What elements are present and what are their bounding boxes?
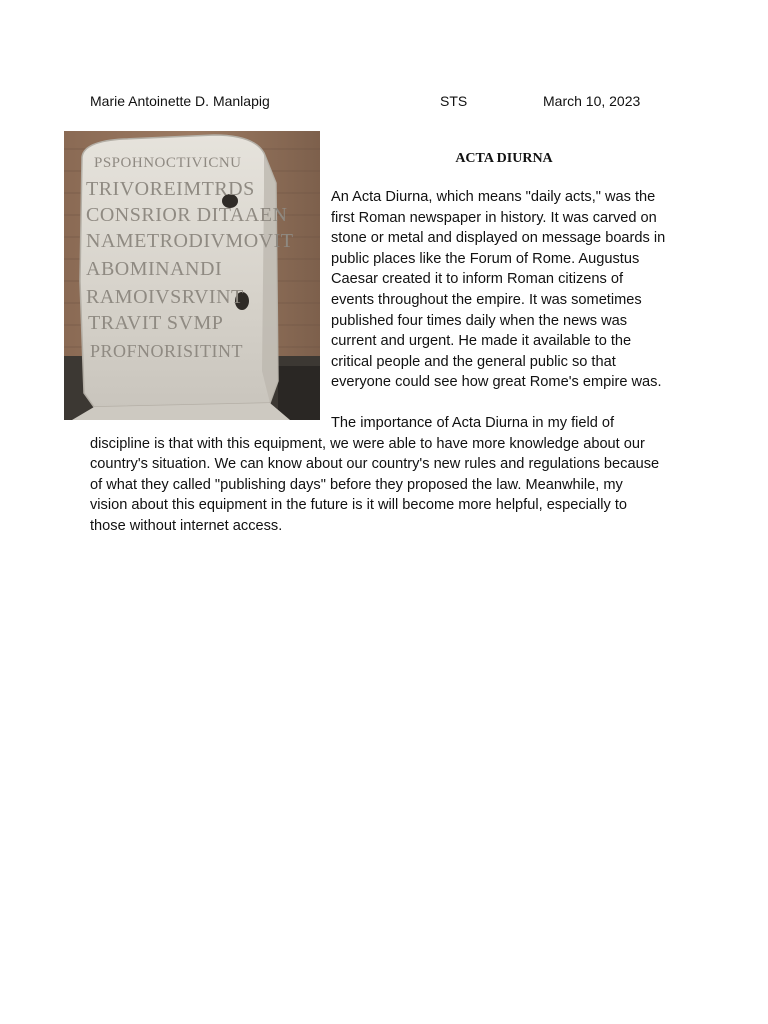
text-line: of what they called "publishing days" before they proposed the law. Meanwhile, my bbox=[90, 476, 623, 493]
inscription-line: PROFNORISITINT bbox=[90, 341, 244, 361]
text-line: The importance of Acta Diurna in my field of bbox=[331, 415, 615, 431]
text-line: everyone could see how great Rome's empire was. bbox=[331, 374, 662, 391]
inscription-line: CONSRIOR DITAAEN bbox=[86, 204, 288, 226]
text-line: Caesar created it to inform Roman citizens of bbox=[331, 271, 623, 288]
inscription-line: TRAVIT SVMP bbox=[88, 312, 224, 334]
text-line: those without internet access. bbox=[90, 517, 283, 534]
acta-diurna-stone-photo bbox=[64, 131, 320, 420]
text-line: public places like the Forum of Rome. Augustus bbox=[331, 250, 640, 267]
text-line: An Acta Diurna, which means "daily acts," was the bbox=[331, 189, 656, 205]
text-line: discipline is that with this equipment, we were able to have more knowledge about our bbox=[90, 435, 645, 452]
inscription-line: RAMOIVSRVINT bbox=[86, 286, 244, 308]
text-line: stone or metal and displayed on message boards in bbox=[331, 230, 666, 247]
text-line: country's situation. We can know about our country's new rules and regulations because bbox=[90, 456, 660, 473]
inscription-line: PSPOHNOCTIVICNU bbox=[94, 155, 242, 171]
subject: STS bbox=[440, 93, 468, 109]
inscription-line: NAMETRODIVMOVIT bbox=[86, 230, 294, 252]
inscription-line: ABOMINANDI bbox=[86, 258, 223, 280]
paragraph-2-first-line bbox=[331, 413, 681, 434]
text-line: current and urgent. He made it available to the bbox=[331, 333, 632, 350]
paragraph-1 bbox=[331, 187, 681, 393]
article-title: ACTA DIURNA bbox=[455, 151, 553, 166]
author-name: Marie Antoinette D. Manlapig bbox=[90, 93, 270, 109]
text-line: first Roman newspaper in history. It was carved on bbox=[331, 209, 657, 226]
text-line: vision about this equipment in the future is it will become more helpful, especially to bbox=[90, 497, 628, 514]
inscription-line: TRIVOREIMTRDS bbox=[86, 178, 255, 200]
paragraph-2 bbox=[90, 434, 688, 537]
text-line: published four times daily when the news was bbox=[331, 312, 628, 329]
text-line: critical people and the general public so that bbox=[331, 353, 616, 370]
date: March 10, 2023 bbox=[543, 93, 641, 109]
text-line: events throughout the empire. It was sometimes bbox=[331, 291, 642, 308]
